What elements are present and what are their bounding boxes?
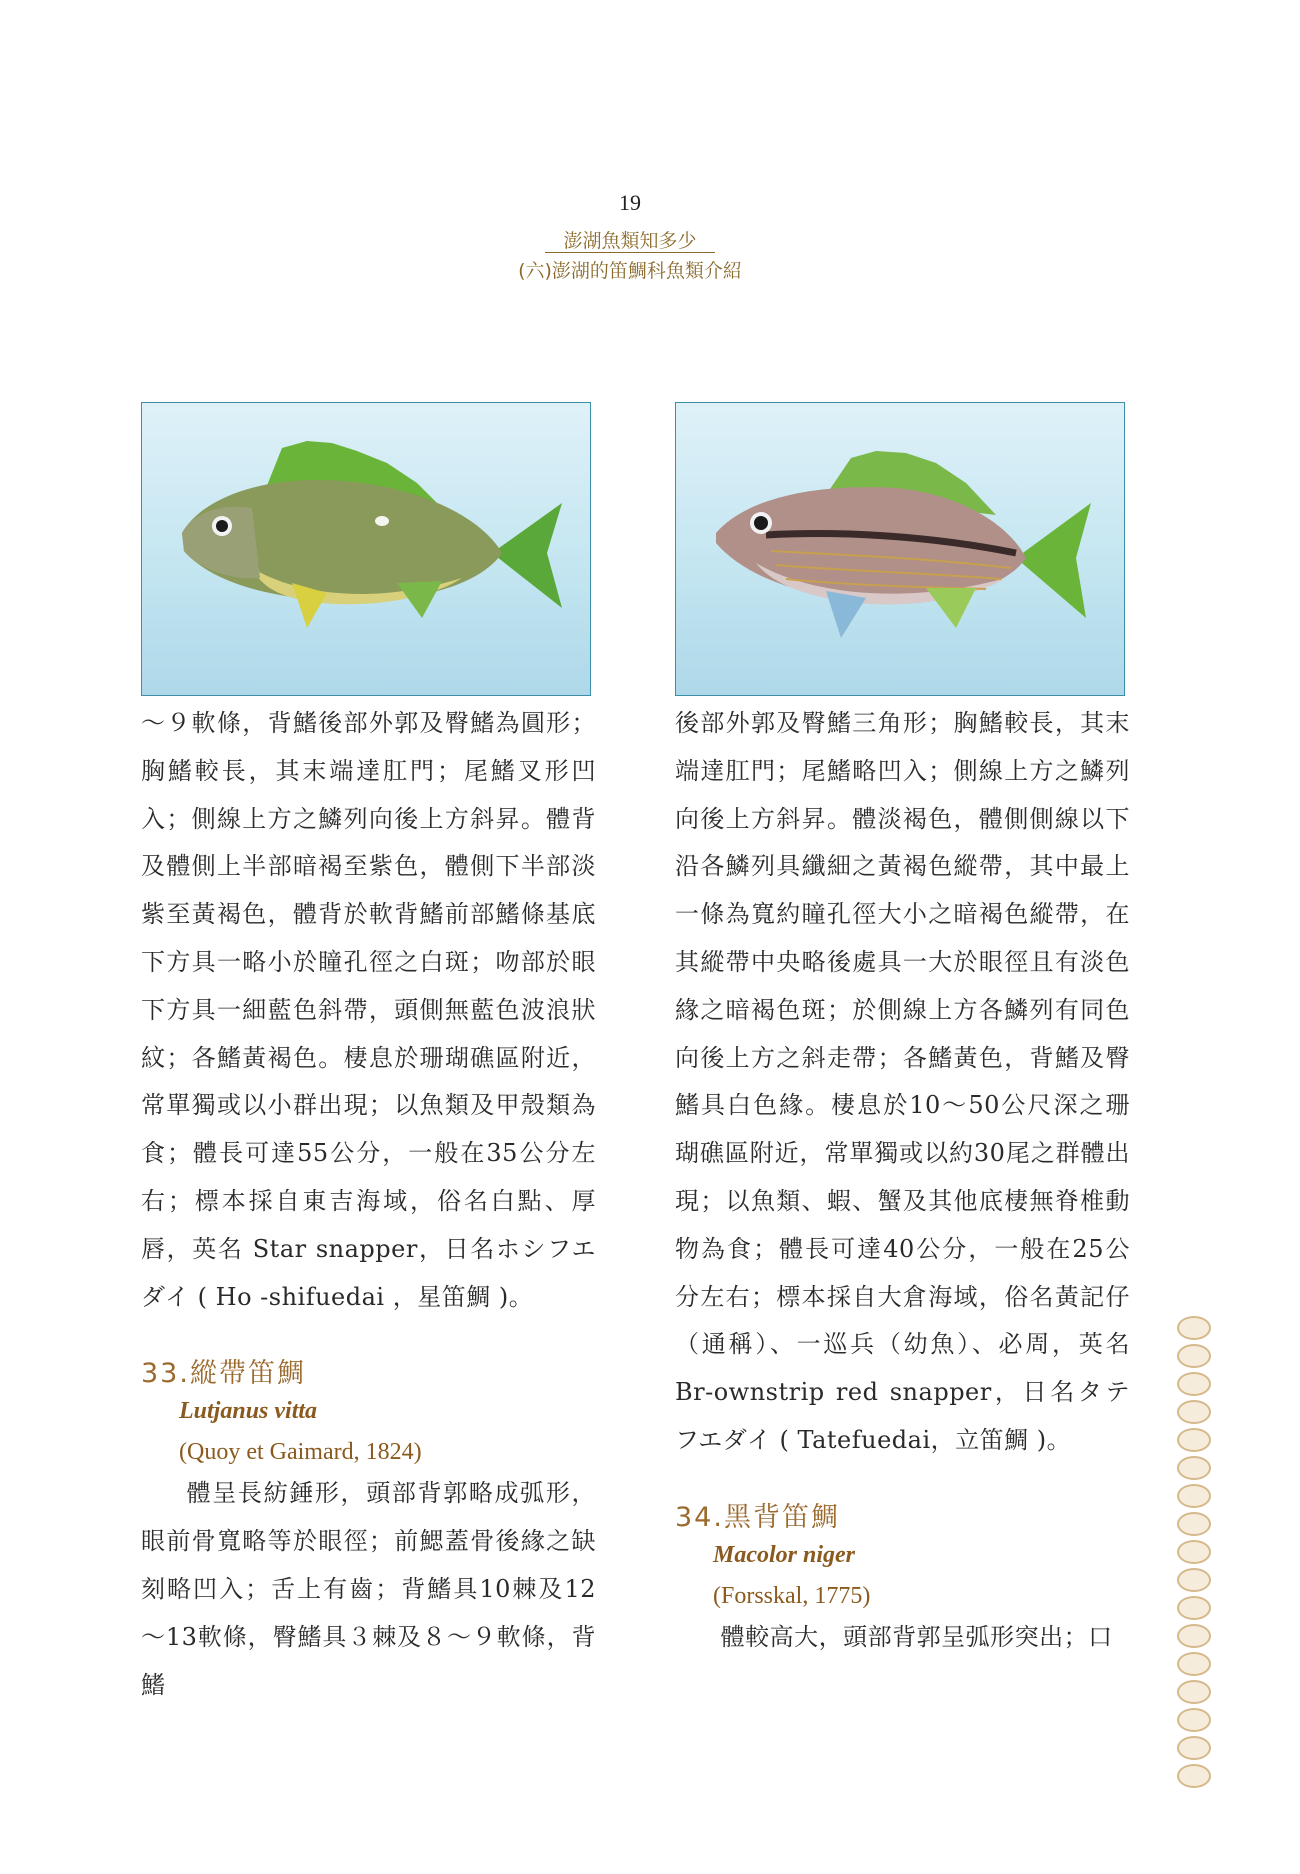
ornament-oval-icon [1177, 1372, 1211, 1396]
species-heading-34: 34.黑背笛鯛 [675, 1501, 840, 1533]
white-spot [375, 516, 389, 526]
ornament-oval-icon [1177, 1680, 1211, 1704]
ornamental-oval-strip-icon [1174, 1316, 1214, 1788]
ornament-oval-icon [1177, 1512, 1211, 1536]
authority-34: (Forsskal, 1775) [713, 1582, 871, 1609]
ornament-oval-icon [1177, 1568, 1211, 1592]
brownstripe-snapper-description-continued: 後部外郭及臀鰭三角形；胸鰭較長，其末端達肛門；尾鰭略凹入；側線上方之鱗列向後上方斜昇。體淡褐色，體側側線以下沿各鱗列具纖細之黃褐色縱帶，其中最上一條為寬約瞳孔徑大小之暗褐色縱帶，在其縱帶中央略後處具一大於眼徑且有淡色緣之暗褐色斑；於側線上方各鱗列有同色向後上方之斜走帶；各鰭黃色，背鰭及臀鰭具白色緣。棲息於10～50公尺深之珊瑚礁區附近，常單獨或以約30尾之群體出現；以魚類、蝦、蟹及其他底棲無脊椎動物為食；體長可達40公分，一般在25公分左右；標本採自大倉海域，俗名黃記仔（通稱）、一巡兵（幼魚）、必周，英名 Br-ownstrip red snapper，日名タテフエダイ ( Tatefuedai，立笛鯛 )。 [675, 709, 1130, 1454]
ornament-oval-icon [1177, 1736, 1211, 1760]
ornament-oval-icon [1177, 1624, 1211, 1648]
scientific-name-33: Lutjanus vitta [179, 1398, 318, 1425]
ornament-oval-icon [1177, 1652, 1211, 1676]
scientific-name-34: Macolor niger [713, 1541, 856, 1568]
ornament-oval-icon [1177, 1316, 1211, 1340]
running-header-chapter: (六)澎湖的笛鯛科魚類介紹 [518, 260, 742, 282]
species-heading-33: 33.縱帶笛鯛 [141, 1358, 306, 1390]
anal-fin [926, 588, 976, 628]
authority-33: (Quoy et Gaimard, 1824) [179, 1439, 422, 1466]
tail-fin [1016, 503, 1091, 618]
right-column [675, 700, 1130, 1662]
species-description-34: 體較高大，頭部背郭呈弧形突出；口 [720, 1622, 1113, 1651]
ornament-oval-icon [1177, 1484, 1211, 1508]
brownstripe-snapper-photo [675, 402, 1125, 696]
running-header-series: 澎湖魚類知多少 [563, 230, 697, 252]
ornament-oval-icon [1177, 1764, 1211, 1788]
anal-fin [397, 581, 442, 618]
left-column [141, 700, 596, 1709]
ornament-oval-icon [1177, 1428, 1211, 1452]
ornament-oval-icon [1177, 1540, 1211, 1564]
page-number: 19 [619, 190, 641, 215]
brownstripe-snapper-fish-icon [676, 403, 1124, 695]
ornament-oval-icon [1177, 1344, 1211, 1368]
header-divider [545, 252, 715, 253]
star-snapper-photo [141, 402, 591, 696]
ornament-oval-icon [1177, 1708, 1211, 1732]
star-snapper-description-continued: ～９軟條，背鰭後部外郭及臀鰭為圓形；胸鰭較長，其末端達肛門；尾鰭叉形凹入；側線上方之鱗列向後上方斜昇。體背及體側上半部暗褐至紫色，體側下半部淡紫至黃褐色，體背於軟背鰭前部鰭條基底下方具一略小於瞳孔徑之白斑；吻部於眼下方具一細藍色斜帶，頭側無藍色波浪狀紋；各鰭黃褐色。棲息於珊瑚礁區附近，常單獨或以小群出現；以魚類及甲殼類為食；體長可達55公分，一般在35公分左右；標本採自東吉海域，俗名白點、厚唇，英名 Star snapper，日名ホシフエダイ ( Ho -shifuedai ，星笛鯛 )。 [141, 709, 596, 1311]
ornament-oval-icon [1177, 1596, 1211, 1620]
star-snapper-fish-icon [142, 403, 590, 695]
tail-fin [492, 503, 562, 608]
ornament-oval-icon [1177, 1456, 1211, 1480]
species-description-33: 體呈長紡錘形，頭部背郭略成弧形，眼前骨寬略等於眼徑；前鰓蓋骨後緣之缺刻略凹入；舌上有齒；背鰭具10棘及12～13軟條，臀鰭具３棘及８～９軟條，背鰭 [141, 1479, 596, 1699]
ornament-oval-icon [1177, 1400, 1211, 1424]
pelvic-fin [826, 591, 866, 638]
